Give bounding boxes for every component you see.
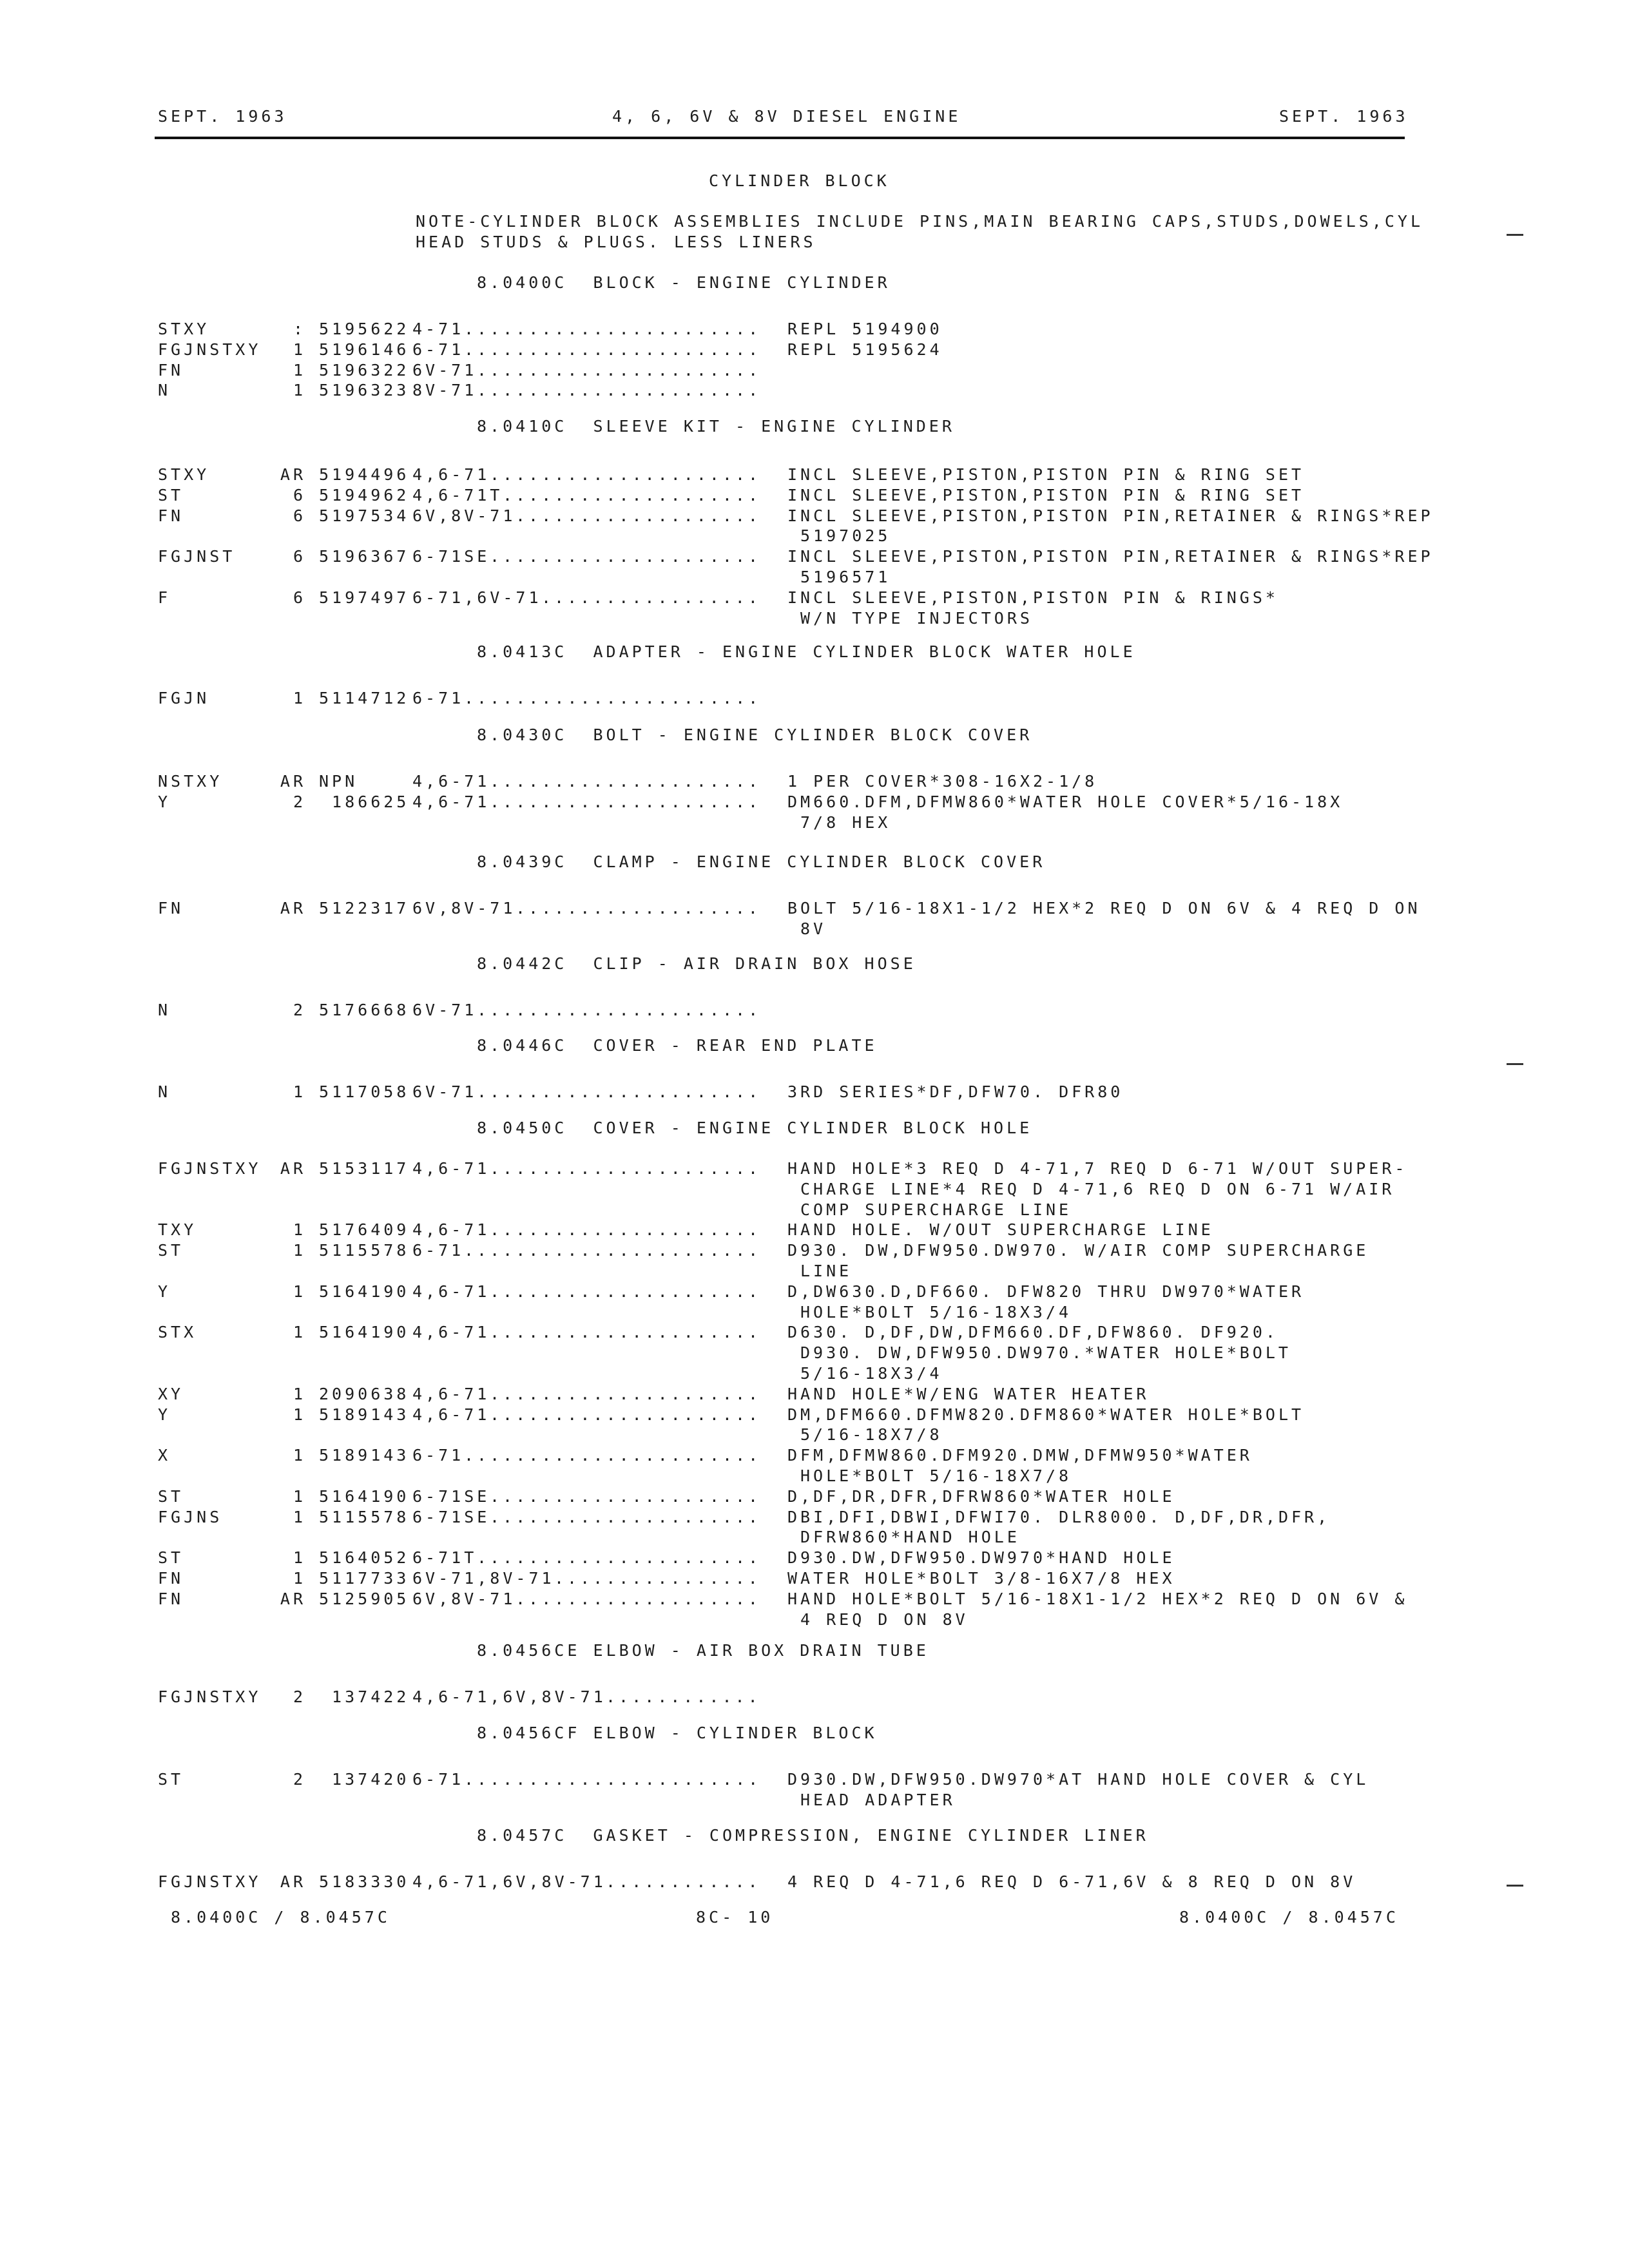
model-cell: 6-71SE — [412, 1487, 490, 1506]
designation-cell: N — [158, 1001, 171, 1019]
model-cell: 6-71T — [412, 1548, 477, 1567]
footer-right: 8.0400C / 8.0457C — [1179, 1908, 1399, 1927]
part-number-cell: 5196146 — [319, 340, 410, 359]
part-row — [0, 1343, 1629, 1363]
designation-cell: FGJNSTXY — [158, 1159, 262, 1178]
part-number-cell: 5115578 — [319, 1508, 410, 1526]
designation-cell: FGJNST — [158, 547, 236, 566]
part-row — [0, 506, 1629, 526]
dot-leader: ....................... — [464, 340, 762, 359]
model-cell: 6-71 — [412, 1446, 465, 1465]
part-row — [0, 898, 1629, 919]
part-row — [0, 360, 1629, 381]
designation-cell: ST — [158, 1548, 184, 1567]
designation-cell: STX — [158, 1323, 197, 1341]
qty-cell: 1 — [293, 689, 306, 707]
qty-cell: 1 — [293, 1282, 306, 1301]
remarks-continuation: 5/16-18X7/8 — [800, 1425, 943, 1444]
designation-cell: TXY — [158, 1220, 197, 1239]
model-cell: 4,6-71 — [412, 1282, 490, 1301]
part-row — [0, 792, 1629, 812]
qty-cell: 6 — [293, 506, 306, 525]
qty-cell: AR — [280, 899, 306, 918]
remarks-continuation: HOLE*BOLT 5/16-18X7/8 — [800, 1466, 1072, 1485]
model-cell: 4,6-71 — [412, 1405, 490, 1424]
dot-leader: ..................... — [490, 1220, 762, 1239]
part-row — [0, 1179, 1629, 1200]
remarks-continuation: 5196571 — [800, 568, 891, 586]
dot-leader: ................ — [554, 1569, 761, 1588]
model-cell: 4-71 — [412, 320, 465, 338]
qty-cell: 1 — [293, 1446, 306, 1465]
dot-leader: ....................... — [464, 1770, 762, 1789]
part-number-cell: 5194962 — [319, 486, 410, 505]
part-row — [0, 608, 1629, 629]
section-heading: 8.0413C ADAPTER - ENGINE CYLINDER BLOCK WATER HOLE — [477, 642, 1136, 661]
dot-leader: ....................... — [464, 320, 762, 338]
remarks-continuation: COMP SUPERCHARGE LINE — [800, 1200, 1072, 1219]
part-number-cell: 5194496 — [319, 465, 410, 484]
qty-cell: AR — [280, 1872, 306, 1891]
section-heading: 8.0400C BLOCK - ENGINE CYLINDER — [477, 273, 891, 292]
part-number-cell: 137420 — [319, 1770, 410, 1789]
remarks-cell: INCL SLEEVE,PISTON,PISTON PIN & RING SET — [787, 486, 1305, 505]
section-heading: 8.0446C COVER - REAR END PLATE — [477, 1036, 878, 1055]
part-number-cell: 5196323 — [319, 381, 410, 399]
section-heading: 8.0456CE ELBOW - AIR BOX DRAIN TUBE — [477, 1641, 929, 1660]
remarks-cell: D,DF,DR,DFR,DFRW860*WATER HOLE — [787, 1487, 1175, 1506]
dot-leader: ................... — [516, 1590, 761, 1608]
dot-leader: ....................... — [464, 1446, 762, 1465]
part-row — [0, 1466, 1629, 1486]
part-number-cell: 5183330 — [319, 1872, 410, 1891]
remarks-cell: 3RD SERIES*DF,DFW70. DFR80 — [787, 1082, 1124, 1101]
part-row — [0, 812, 1629, 833]
part-number-cell: 5197497 — [319, 588, 410, 607]
dot-leader: ...................... — [477, 361, 762, 380]
model-cell: 6V-71 — [412, 1082, 477, 1101]
remarks-continuation: CHARGE LINE*4 REQ D 4-71,6 REQ D ON 6-71 W/AIR — [800, 1180, 1395, 1198]
remarks-cell: BOLT 5/16-18X1-1/2 HEX*2 REQ D ON 6V & 4 REQ D ON — [787, 899, 1421, 918]
remarks-continuation: HEAD ADAPTER — [800, 1791, 956, 1809]
part-row — [0, 465, 1629, 485]
part-row — [0, 1322, 1629, 1343]
dot-leader: ....................... — [464, 1241, 762, 1260]
model-cell: 4,6-71T — [412, 486, 503, 505]
remarks-continuation: LINE — [800, 1262, 853, 1280]
model-cell: 6V-71 — [412, 1001, 477, 1019]
part-number-cell: 5114712 — [319, 689, 410, 707]
dot-leader: ...................... — [477, 1548, 762, 1567]
remarks-cell: HAND HOLE*W/ENG WATER HEATER — [787, 1385, 1150, 1403]
model-cell: 4,6-71 — [412, 1220, 490, 1239]
remarks-cell: HAND HOLE*BOLT 5/16-18X1-1/2 HEX*2 REQ D ON 6V & — [787, 1590, 1408, 1608]
dot-leader: ..................... — [490, 547, 762, 566]
section-heading: 8.0457C GASKET - COMPRESSION, ENGINE CYLINDER LINER — [477, 1826, 1149, 1845]
part-number-cell: 5164190 — [319, 1487, 410, 1506]
part-row — [0, 919, 1629, 939]
dot-leader: ..................... — [490, 772, 762, 791]
designation-cell: Y — [158, 1405, 171, 1424]
dot-leader: ..................... — [490, 793, 762, 811]
section-heading: 8.0430C BOLT - ENGINE CYLINDER BLOCK COVER — [477, 726, 1033, 744]
section-heading: 8.0450C COVER - ENGINE CYLINDER BLOCK HOLE — [477, 1119, 1033, 1137]
note-line-1: NOTE-CYLINDER BLOCK ASSEMBLIES INCLUDE PINS,MAIN BEARING CAPS,STUDS,DOWELS,CYL — [416, 212, 1423, 231]
part-row — [0, 1610, 1629, 1630]
remarks-continuation: 7/8 HEX — [800, 813, 891, 832]
dot-leader: ....................... — [464, 689, 762, 707]
footer-left: 8.0400C / 8.0457C — [171, 1908, 390, 1927]
designation-cell: FGJN — [158, 689, 210, 707]
designation-cell: NSTXY — [158, 772, 223, 791]
part-number-cell: 5195622 — [319, 320, 410, 338]
designation-cell: FN — [158, 361, 184, 380]
part-row — [0, 688, 1629, 709]
remarks-continuation: W/N TYPE INJECTORS — [800, 609, 1033, 628]
remarks-cell: WATER HOLE*BOLT 3/8-16X7/8 HEX — [787, 1569, 1175, 1588]
remarks-cell: INCL SLEEVE,PISTON,PISTON PIN & RINGS* — [787, 588, 1278, 607]
designation-cell: FN — [158, 899, 184, 918]
designation-cell: N — [158, 381, 171, 399]
model-cell: 6-71SE — [412, 547, 490, 566]
designation-cell: FN — [158, 506, 184, 525]
model-cell: 6V,8V-71 — [412, 506, 516, 525]
part-number-cell: 186625 — [319, 793, 410, 811]
part-row — [0, 1261, 1629, 1282]
model-cell: 4,6-71,6V,8V-71 — [412, 1872, 606, 1891]
model-cell: 4,6-71 — [412, 772, 490, 791]
designation-cell: FN — [158, 1569, 184, 1588]
margin-mark — [1507, 1885, 1523, 1887]
part-row — [0, 1000, 1629, 1021]
part-number-cell: 137422 — [319, 1687, 410, 1706]
part-row — [0, 1200, 1629, 1220]
qty-cell: 1 — [293, 1487, 306, 1506]
qty-cell: 1 — [293, 340, 306, 359]
remarks-cell: D,DW630.D,DF660. DFW820 THRU DW970*WATER — [787, 1282, 1305, 1301]
part-row — [0, 319, 1629, 340]
remarks-continuation: 5/16-18X3/4 — [800, 1364, 943, 1383]
remarks-continuation: 5197025 — [800, 526, 891, 545]
part-row — [0, 1384, 1629, 1405]
model-cell: 6-71,6V-71 — [412, 588, 542, 607]
part-number-cell: 5115578 — [319, 1241, 410, 1260]
part-row — [0, 1527, 1629, 1548]
section-heading: 8.0439C CLAMP - ENGINE CYLINDER BLOCK COVER — [477, 852, 1046, 871]
dot-leader: ............ — [606, 1687, 761, 1706]
designation-cell: Y — [158, 1282, 171, 1301]
remarks-continuation: D930. DW,DFW950.DW970.*WATER HOLE*BOLT — [800, 1343, 1291, 1362]
qty-cell: : — [293, 320, 306, 338]
part-number-cell: 5117733 — [319, 1569, 410, 1588]
model-cell: 8V-71 — [412, 381, 477, 399]
dot-leader: ..................... — [490, 1323, 762, 1341]
remarks-cell: HAND HOLE*3 REQ D 4-71,7 REQ D 6-71 W/OUT SUPER- — [787, 1159, 1408, 1178]
qty-cell: 1 — [293, 1241, 306, 1260]
part-row — [0, 1405, 1629, 1425]
remarks-cell: HAND HOLE. W/OUT SUPERCHARGE LINE — [787, 1220, 1214, 1239]
dot-leader: ..................... — [490, 465, 762, 484]
remarks-cell: INCL SLEEVE,PISTON,PISTON PIN,RETAINER & RINGS*REP — [787, 506, 1434, 525]
model-cell: 6-71SE — [412, 1508, 490, 1526]
qty-cell: 2 — [293, 1770, 306, 1789]
part-row — [0, 1082, 1629, 1102]
margin-mark — [1507, 1063, 1523, 1065]
part-row — [0, 1790, 1629, 1811]
model-cell: 6-71 — [412, 1770, 465, 1789]
designation-cell: FGJNS — [158, 1508, 223, 1526]
designation-cell: ST — [158, 486, 184, 505]
dot-leader: ............ — [606, 1872, 761, 1891]
part-number-cell: 5176668 — [319, 1001, 410, 1019]
part-row — [0, 1507, 1629, 1528]
remarks-cell: DFM,DFMW860.DFM920.DMW,DFMW950*WATER — [787, 1446, 1253, 1465]
part-number-cell: 5176409 — [319, 1220, 410, 1239]
dot-leader: ................... — [516, 899, 761, 918]
part-row — [0, 1302, 1629, 1323]
part-number-cell: 5196322 — [319, 361, 410, 380]
model-cell: 6-71 — [412, 1241, 465, 1260]
remarks-continuation: HOLE*BOLT 5/16-18X3/4 — [800, 1303, 1072, 1321]
dot-leader: ................. — [541, 588, 761, 607]
qty-cell: 6 — [293, 486, 306, 505]
section-heading: 8.0410C SLEEVE KIT - ENGINE CYLINDER — [477, 417, 955, 436]
part-number-cell: NPN — [319, 772, 358, 791]
qty-cell: 1 — [293, 1082, 306, 1101]
dot-leader: .................... — [503, 486, 762, 505]
dot-leader: ...................... — [477, 381, 762, 399]
remarks-continuation: 8V — [800, 919, 827, 938]
remarks-cell: INCL SLEEVE,PISTON,PISTON PIN,RETAINER & RINGS*REP — [787, 547, 1434, 566]
designation-cell: FGJNSTXY — [158, 1687, 262, 1706]
part-row — [0, 1589, 1629, 1610]
remarks-continuation: DFRW860*HAND HOLE — [800, 1528, 1020, 1546]
qty-cell: 1 — [293, 1548, 306, 1567]
model-cell: 6V-71 — [412, 361, 477, 380]
part-row — [0, 380, 1629, 401]
qty-cell: 1 — [293, 381, 306, 399]
part-row — [0, 1445, 1629, 1466]
part-row — [0, 567, 1629, 588]
remarks-cell: 1 PER COVER*308-16X2-1/8 — [787, 772, 1098, 791]
qty-cell: 2 — [293, 1001, 306, 1019]
part-number-cell: 5117058 — [319, 1082, 410, 1101]
qty-cell: 1 — [293, 361, 306, 380]
remarks-cell: INCL SLEEVE,PISTON,PISTON PIN & RING SET — [787, 465, 1305, 484]
dot-leader: ..................... — [490, 1385, 762, 1403]
designation-cell: XY — [158, 1385, 184, 1403]
section-heading: 8.0442C CLIP - AIR DRAIN BOX HOSE — [477, 954, 916, 973]
designation-cell: FGJNSTXY — [158, 340, 262, 359]
header-rule — [155, 137, 1405, 139]
designation-cell: F — [158, 588, 171, 607]
page-title: CYLINDER BLOCK — [709, 171, 890, 190]
designation-cell: STXY — [158, 320, 210, 338]
dot-leader: ..................... — [490, 1508, 762, 1526]
footer-center: 8C- 10 — [696, 1908, 774, 1927]
remarks-cell: DBI,DFI,DBWI,DFWI70. DLR8000. D,DF,DR,DFR, — [787, 1508, 1331, 1526]
part-number-cell: 2090638 — [319, 1385, 410, 1403]
model-cell: 6V,8V-71 — [412, 1590, 516, 1608]
model-cell: 4,6-71 — [412, 1159, 490, 1178]
model-cell: 6-71 — [412, 689, 465, 707]
qty-cell: 1 — [293, 1405, 306, 1424]
part-row — [0, 1425, 1629, 1445]
qty-cell: 1 — [293, 1569, 306, 1588]
part-row — [0, 546, 1629, 567]
part-row — [0, 1282, 1629, 1302]
part-number-cell: 5189143 — [319, 1446, 410, 1465]
designation-cell: STXY — [158, 465, 210, 484]
remarks-cell: D630. D,DF,DW,DFM660.DF,DFW860. DF920. — [787, 1323, 1278, 1341]
part-row — [0, 588, 1629, 608]
part-row — [0, 1486, 1629, 1507]
qty-cell: 6 — [293, 588, 306, 607]
part-number-cell: 5164190 — [319, 1323, 410, 1341]
designation-cell: FN — [158, 1590, 184, 1608]
margin-mark — [1507, 234, 1523, 236]
remarks-cell: REPL 5194900 — [787, 320, 943, 338]
part-row — [0, 485, 1629, 506]
model-cell: 4,6-71,6V,8V-71 — [412, 1687, 606, 1706]
header-left: SEPT. 1963 — [158, 107, 287, 126]
remarks-cell: D930.DW,DFW950.DW970*HAND HOLE — [787, 1548, 1175, 1567]
designation-cell: N — [158, 1082, 171, 1101]
model-cell: 4,6-71 — [412, 1385, 490, 1403]
dot-leader: ..................... — [490, 1487, 762, 1506]
dot-leader: ................... — [516, 506, 761, 525]
remarks-cell: D930.DW,DFW950.DW970*AT HAND HOLE COVER & CYL — [787, 1770, 1369, 1789]
designation-cell: ST — [158, 1770, 184, 1789]
qty-cell: 6 — [293, 547, 306, 566]
designation-cell: X — [158, 1446, 171, 1465]
header-center: 4, 6, 6V & 8V DIESEL ENGINE — [612, 107, 961, 126]
remarks-cell: 4 REQ D 4-71,6 REQ D 6-71,6V & 8 REQ D ON 8V — [787, 1872, 1356, 1891]
qty-cell: 1 — [293, 1508, 306, 1526]
model-cell: 4,6-71 — [412, 1323, 490, 1341]
part-row — [0, 771, 1629, 792]
part-number-cell: 5197534 — [319, 506, 410, 525]
part-row — [0, 1568, 1629, 1589]
dot-leader: ...................... — [477, 1001, 762, 1019]
part-row — [0, 1363, 1629, 1384]
model-cell: 6V,8V-71 — [412, 899, 516, 918]
dot-leader: ...................... — [477, 1082, 762, 1101]
qty-cell: 1 — [293, 1220, 306, 1239]
model-cell: 6V-71,8V-71 — [412, 1569, 555, 1588]
remarks-cell: DM660.DFM,DFMW860*WATER HOLE COVER*5/16-18X — [787, 793, 1344, 811]
section-heading: 8.0456CF ELBOW - CYLINDER BLOCK — [477, 1724, 878, 1742]
note-line-2: HEAD STUDS & PLUGS. LESS LINERS — [416, 233, 816, 251]
qty-cell: AR — [280, 1159, 306, 1178]
qty-cell: AR — [280, 772, 306, 791]
dot-leader: ..................... — [490, 1405, 762, 1424]
header-right: SEPT. 1963 — [1279, 107, 1409, 126]
part-row — [0, 1687, 1629, 1707]
remarks-cell: REPL 5195624 — [787, 340, 943, 359]
remarks-continuation: 4 REQ D ON 8V — [800, 1610, 969, 1629]
remarks-cell: D930. DW,DFW950.DW970. W/AIR COMP SUPERCHARGE — [787, 1241, 1369, 1260]
part-number-cell: 5153117 — [319, 1159, 410, 1178]
designation-cell: FGJNSTXY — [158, 1872, 262, 1891]
qty-cell: 2 — [293, 1687, 306, 1706]
qty-cell: 2 — [293, 793, 306, 811]
part-number-cell: 5122317 — [319, 899, 410, 918]
model-cell: 4,6-71 — [412, 465, 490, 484]
part-number-cell: 5189143 — [319, 1405, 410, 1424]
part-row — [0, 1769, 1629, 1790]
designation-cell: ST — [158, 1241, 184, 1260]
dot-leader: ..................... — [490, 1159, 762, 1178]
designation-cell: ST — [158, 1487, 184, 1506]
dot-leader: ..................... — [490, 1282, 762, 1301]
part-row — [0, 1548, 1629, 1568]
part-row — [0, 1220, 1629, 1240]
part-number-cell: 5164190 — [319, 1282, 410, 1301]
model-cell: 6-71 — [412, 340, 465, 359]
designation-cell: Y — [158, 793, 171, 811]
qty-cell: AR — [280, 1590, 306, 1608]
part-row — [0, 1158, 1629, 1179]
remarks-cell: DM,DFM660.DFMW820.DFM860*WATER HOLE*BOLT — [787, 1405, 1305, 1424]
part-number-cell: 5196367 — [319, 547, 410, 566]
model-cell: 4,6-71 — [412, 793, 490, 811]
part-number-cell: 5125905 — [319, 1590, 410, 1608]
qty-cell: 1 — [293, 1385, 306, 1403]
part-row — [0, 1240, 1629, 1261]
part-row — [0, 1872, 1629, 1892]
part-row — [0, 526, 1629, 546]
qty-cell: AR — [280, 465, 306, 484]
part-number-cell: 5164052 — [319, 1548, 410, 1567]
part-row — [0, 340, 1629, 360]
qty-cell: 1 — [293, 1323, 306, 1341]
